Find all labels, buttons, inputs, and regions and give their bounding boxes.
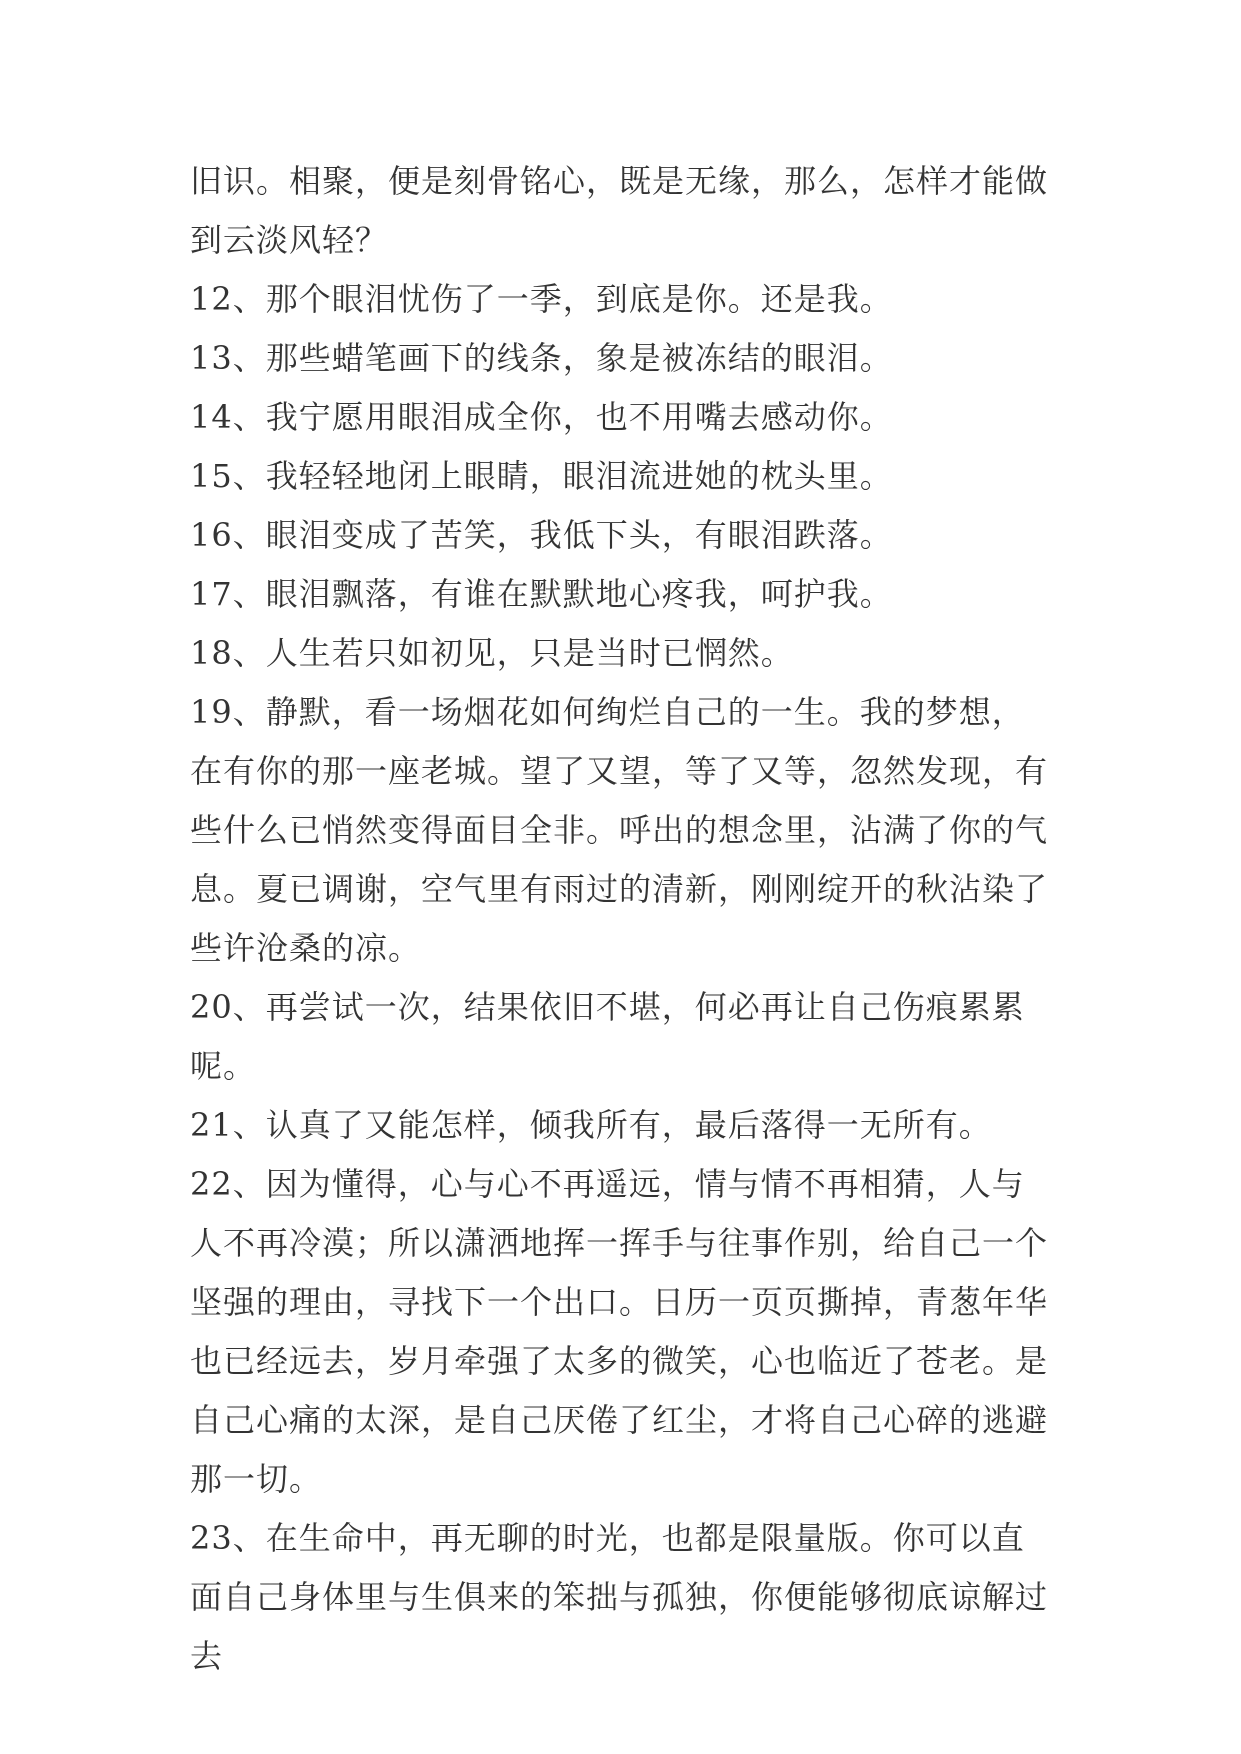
list-item-20: 20、再尝试一次，结果依旧不堪，何必再让自己伤痕累累呢。: [190, 988, 1025, 1085]
list-item-16: 16、眼泪变成了苦笑，我低下头，有眼泪跌落。: [190, 516, 893, 554]
list-item-21: 21、认真了又能怎样，倾我所有，最后落得一无所有。: [190, 1106, 992, 1144]
paragraph-continuation: 旧识。相聚，便是刻骨铭心，既是无缘，那么，怎样才能做到云淡风轻？: [190, 162, 1049, 259]
list-item-13: 13、那些蜡笔画下的线条，象是被冻结的眼泪。: [190, 339, 893, 377]
list-item-17: 17、眼泪飘落，有谁在默默地心疼我，呵护我。: [190, 575, 893, 613]
list-item-14: 14、我宁愿用眼泪成全你，也不用嘴去感动你。: [190, 398, 893, 436]
list-item-23: 23、在生命中，再无聊的时光，也都是限量版。你可以直面自己身体里与生俱来的笨拙与孤独，你便能够彻底谅解过去: [190, 1519, 1049, 1675]
list-item-15: 15、我轻轻地闭上眼睛，眼泪流进她的枕头里。: [190, 457, 893, 495]
document-body: [190, 152, 1050, 1686]
list-item-19: 19、静默，看一场烟花如何绚烂自己的一生。我的梦想，在有你的那一座老城。望了又望，等了又等，忽然发现，有些什么已悄然变得面目全非。呼出的想念里，沾满了你的气息。夏已调谢，空气里有雨过的清新，刚刚绽开的秋沾染了些许沧桑的凉。: [190, 693, 1049, 967]
list-item-12: 12、那个眼泪忧伤了一季，到底是你。还是我。: [190, 280, 893, 318]
list-item-22: 22、因为懂得，心与心不再遥远，情与情不再相猜，人与人不再冷漠；所以潇洒地挥一挥手与往事作别，给自己一个坚强的理由，寻找下一个出口。日历一页页撕掉，青葱年华也已经远去，岁月牵强了太多的微笑，心也临近了苍老。是自己心痛的太深，是自己厌倦了红尘，才将自己心碎的逃避那一切。: [190, 1165, 1049, 1498]
list-item-18: 18、人生若只如初见，只是当时已惘然。: [190, 634, 794, 672]
